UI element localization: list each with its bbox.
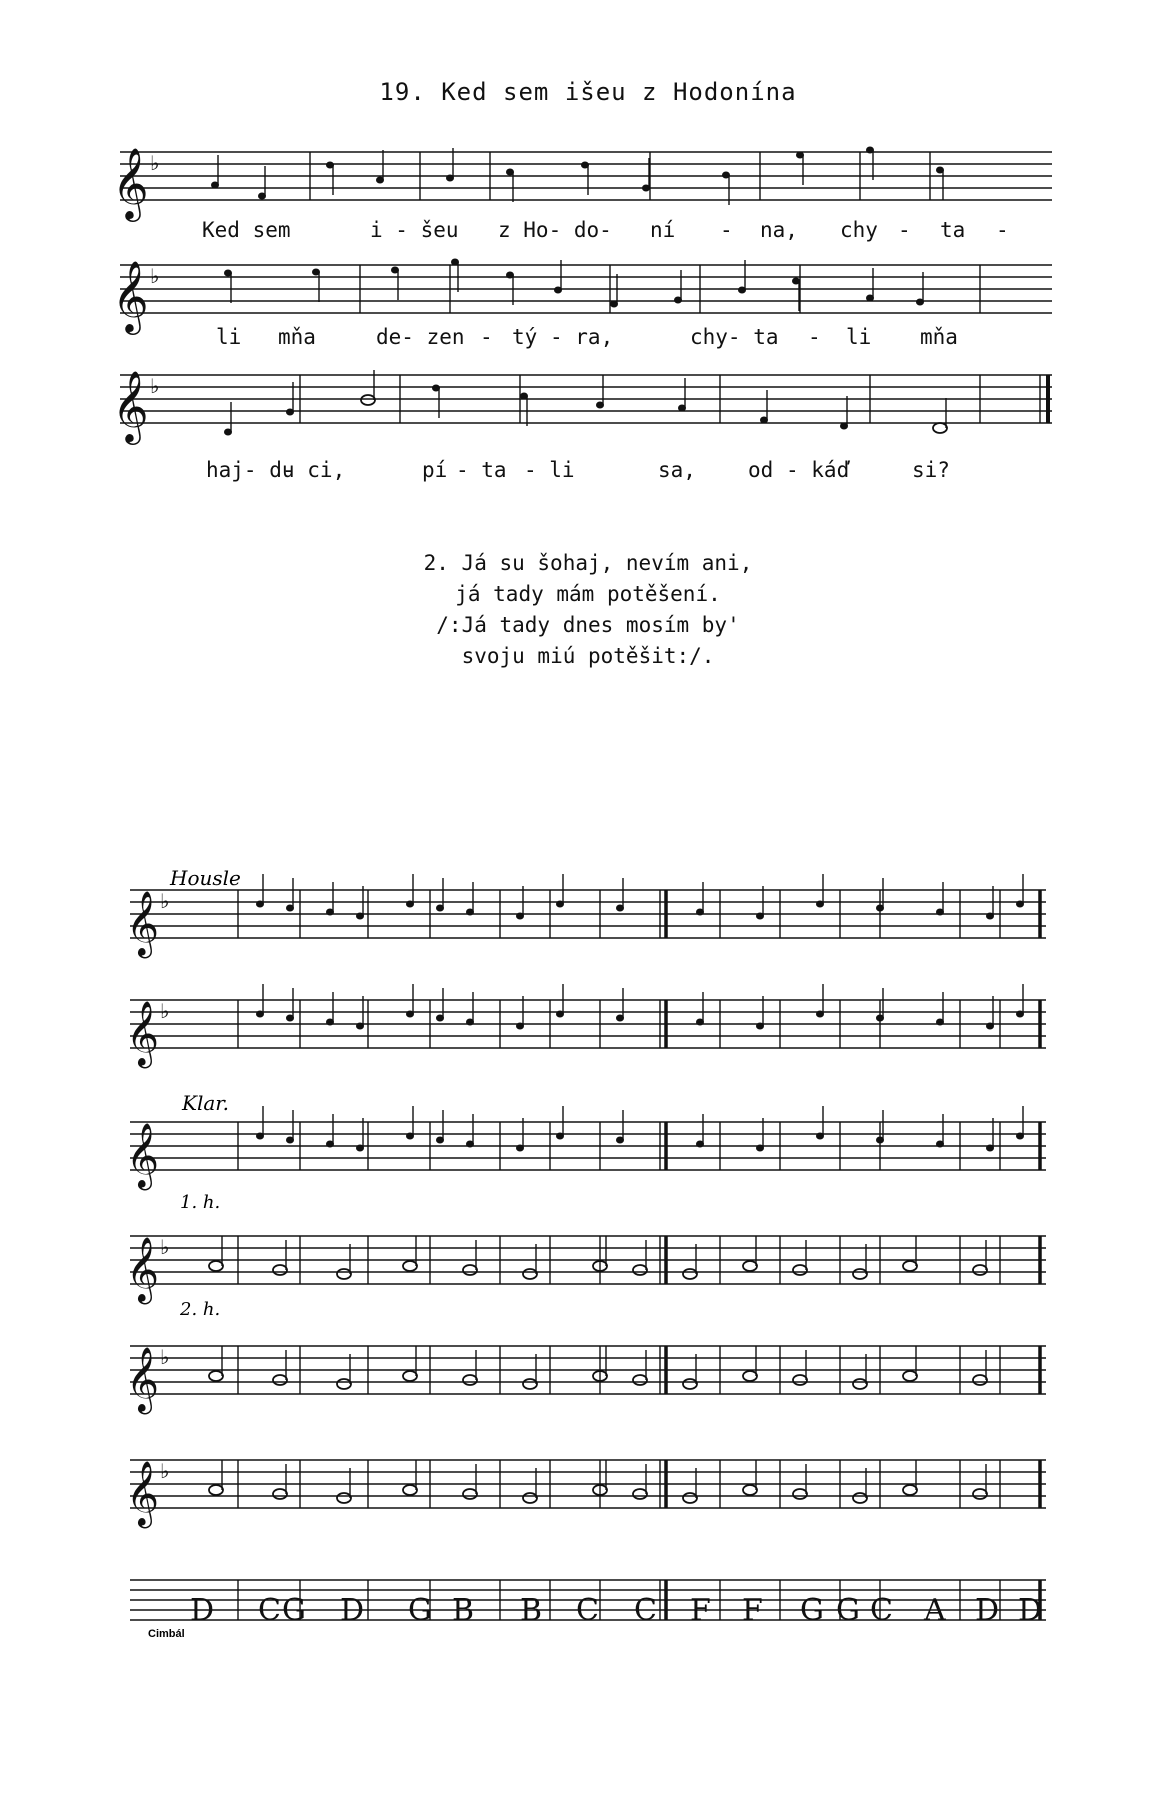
note-head [616,1137,624,1144]
note-head [406,901,414,908]
verse-line: 2. Já su šohaj, nevím ani, [423,551,753,575]
note-head [696,909,704,916]
note-head [756,913,764,920]
note-head [986,1023,994,1030]
lyric-syllable: - [720,218,733,242]
note-head [973,1265,987,1275]
note-head [273,1375,287,1385]
lyric-syllable: sa, [658,458,696,482]
flat-sign: ♭ [160,1459,170,1483]
note-head [853,1269,867,1279]
lyric-syllable: si? [912,458,950,482]
note-head [816,1133,824,1140]
note-head [683,1379,697,1389]
note-head [326,1019,334,1026]
note-head [633,1375,647,1385]
note-head [853,1379,867,1389]
note-head [406,1011,414,1018]
note-head [466,1019,474,1026]
cimbalom-chord: G [282,1593,306,1628]
lyric-syllable: pí [422,458,448,482]
cimbalom-chord: G [800,1593,824,1628]
note-head [616,905,624,912]
note-head [556,1011,564,1018]
note-head [403,1485,417,1495]
lyric-syllable: - li [524,458,575,482]
lyric-syllable: - [898,218,911,242]
note-head [696,1141,704,1148]
note-head [1016,901,1024,908]
treble-clef: 𝄞 [126,1123,160,1188]
verse-line: /:Já tady dnes mosím by' [436,613,740,637]
note-head [356,1145,364,1152]
note-head [936,1019,944,1026]
note-head [973,1375,987,1385]
lyric-syllable: mňa [278,325,316,349]
note-head [986,1145,994,1152]
note-head [273,1489,287,1499]
lyric-syllable: chy [840,218,878,242]
note-head [756,1023,764,1030]
note-head [516,913,524,920]
note-head [793,1489,807,1499]
treble-clef: 𝄞 [126,1001,160,1066]
lyric-syllable: ní [650,218,676,242]
lyric-syllable: chy- ta [690,325,779,349]
flat-sign: ♭ [150,151,160,175]
note-head [463,1375,477,1385]
note-head [933,423,947,433]
note-head [743,1371,757,1381]
lyric-syllable: haj- du [206,458,295,482]
cimbalom-chord: G [836,1593,860,1628]
cimbalom-chord: D [1018,1593,1043,1628]
lyric-syllable: - káď [786,458,850,482]
note-head [286,1015,294,1022]
lyric-syllable: z Ho- do- [498,218,612,242]
note-head [286,905,294,912]
note-head [436,905,444,912]
lyrics-line-1 [150,218,1070,248]
flat-sign: ♭ [150,374,160,398]
verse-line: svoju miú potěšit:/. [461,644,715,668]
lyrics-line-2 [150,325,1070,355]
note-head [876,1137,884,1144]
note-head [743,1485,757,1495]
cimbalom-chord: B [520,1593,543,1628]
note-head [593,1371,607,1381]
lyric-syllable: tý [512,325,538,349]
note-head [466,1141,474,1148]
note-head [683,1269,697,1279]
song-title: 19. Ked sem išeu z Hodonína [379,78,797,106]
instrument-label-1h: 1. h. [180,1192,221,1213]
lyric-syllable: na, [760,218,798,242]
lyric-syllable: - ta [456,458,507,482]
cimbalom-chord: C [576,1593,599,1628]
flat-sign: ♭ [160,1345,170,1369]
lyric-syllable: - [996,218,1009,242]
note-head [593,1485,607,1495]
lyric-syllable: - ci, [282,458,346,482]
note-head [903,1485,917,1495]
note-head [463,1489,477,1499]
instrument-label-housle: Housle [170,866,241,890]
note-head [593,1261,607,1271]
lyric-syllable: - ra, [550,325,614,349]
note-head [936,1141,944,1148]
verse-2 [0,548,1176,672]
note-head [936,909,944,916]
cimbalom-chord: B [452,1593,475,1628]
lyric-syllable: mňa [920,325,958,349]
treble-clef: 𝄞 [126,1347,160,1412]
note-head [793,1265,807,1275]
treble-clef: 𝄞 [126,1461,160,1526]
instrument-label-cimbal: Cimbál [148,1628,185,1640]
note-head [816,1011,824,1018]
lyrics-line-3 [150,458,1070,488]
treble-clef: 𝄞 [112,146,149,219]
note-head [793,1375,807,1385]
note-head [876,905,884,912]
lyric-syllable: i - šeu [370,218,459,242]
treble-clef: 𝄞 [126,1237,160,1302]
note-head [986,913,994,920]
note-head [523,1493,537,1503]
cimbalom-chord: C [870,1593,893,1628]
note-head [516,1145,524,1152]
note-head [463,1265,477,1275]
note-head [903,1371,917,1381]
note-head [286,1137,294,1144]
lyric-syllable: de- zen [376,325,465,349]
note-head [209,1261,223,1271]
note-head [256,1133,264,1140]
lyric-syllable: li [216,325,242,349]
note-head [209,1485,223,1495]
lyric-syllable: - [808,325,821,349]
note-head [326,1141,334,1148]
cimbalom-chord: D [190,1593,215,1628]
note-head [556,901,564,908]
note-head [209,1371,223,1381]
note-head [356,913,364,920]
note-head [556,1133,564,1140]
verse-line: já tady mám potěšení. [455,582,721,606]
instrument-label-klar: Klar. [182,1091,229,1115]
note-head [403,1371,417,1381]
note-head [756,1145,764,1152]
cimbalom-chord: D [340,1593,365,1628]
cimbalom-chord: A [924,1593,946,1628]
lyric-syllable: Ked sem [202,218,291,242]
note-head [256,901,264,908]
note-head [683,1493,697,1503]
flat-sign: ♭ [160,999,170,1023]
note-head [633,1265,647,1275]
note-head [406,1133,414,1140]
treble-clef: 𝄞 [126,891,160,956]
note-head [616,1015,624,1022]
note-head [523,1379,537,1389]
note-head [516,1023,524,1030]
note-head [436,1137,444,1144]
note-head [436,1015,444,1022]
note-head [903,1261,917,1271]
cimbalom-chord: F [742,1593,763,1628]
note-head [743,1261,757,1271]
treble-clef: 𝄞 [112,259,149,332]
note-head [466,909,474,916]
note-head [356,1023,364,1030]
note-head [403,1261,417,1271]
flat-sign: ♭ [160,1235,170,1259]
note-head [273,1265,287,1275]
note-head [633,1489,647,1499]
lyric-syllable: li [846,325,872,349]
note-head [337,1269,351,1279]
flat-sign: ♭ [160,889,170,913]
note-head [361,395,375,405]
cimbalom-chord: G [408,1593,432,1628]
instrument-label-2h: 2. h. [180,1299,221,1320]
note-head [326,909,334,916]
lyric-syllable: - [480,325,493,349]
note-head [853,1493,867,1503]
lyric-syllable: od [748,458,774,482]
cimbalom-chord: C [634,1593,657,1628]
note-head [1016,1011,1024,1018]
treble-clef: 𝄞 [112,369,149,442]
note-head [337,1379,351,1389]
lyric-syllable: ta [940,218,966,242]
note-head [1016,1133,1024,1140]
note-head [523,1269,537,1279]
note-head [876,1015,884,1022]
note-head [256,1011,264,1018]
note-head [973,1489,987,1499]
cimbalom-chord: F [690,1593,711,1628]
flat-sign: ♭ [150,264,160,288]
note-head [337,1493,351,1503]
note-head [696,1019,704,1026]
note-head [816,901,824,908]
cimbalom-chord: C [258,1593,281,1628]
cimbalom-chord: D [975,1593,1000,1628]
